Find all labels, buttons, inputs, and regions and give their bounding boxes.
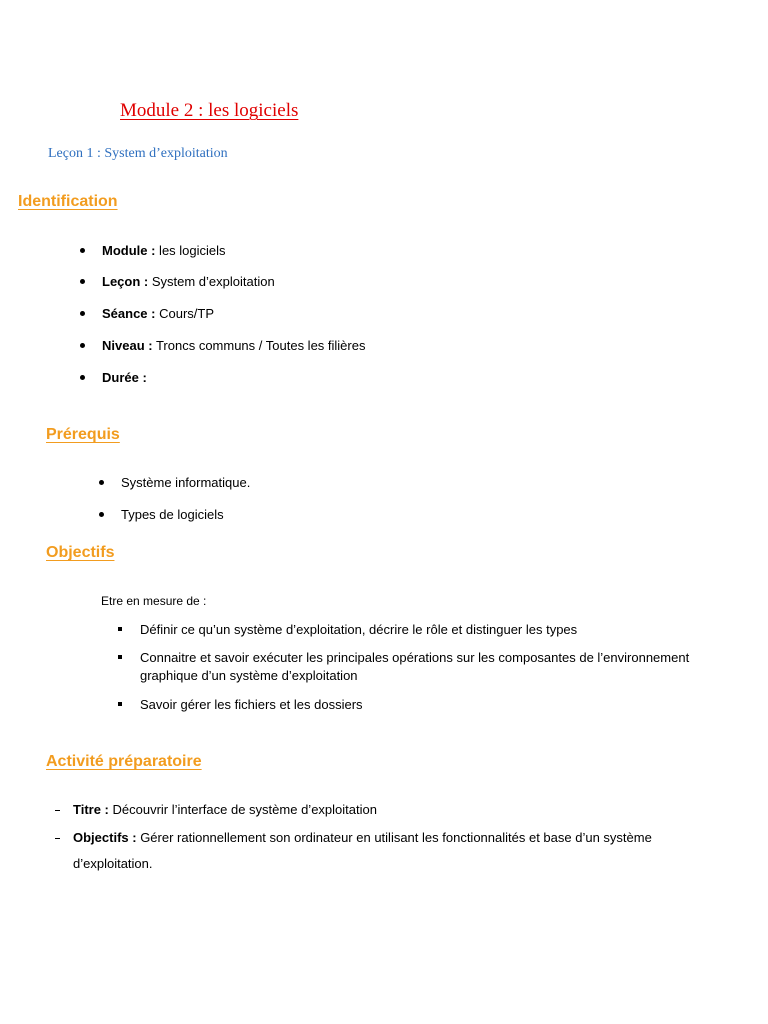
dash-bullet-icon (55, 810, 60, 811)
list-item (73, 802, 377, 818)
item-value: Cours/TP (155, 306, 214, 321)
activite-heading: Activité préparatoire (46, 753, 202, 770)
item-value: System d’exploitation (148, 274, 275, 289)
prerequis-heading: Prérequis (46, 426, 120, 443)
list-item: Types de logiciels (121, 507, 224, 522)
item-value: Découvrir l’interface de système d’exploitation (108, 802, 377, 817)
item-label: Objectifs : (73, 830, 137, 845)
square-bullet-icon (118, 702, 122, 706)
list-item: Savoir gérer les fichiers et les dossiers (140, 697, 363, 712)
objectifs-intro: Etre en mesure de : (101, 594, 207, 608)
list-item (102, 243, 226, 259)
square-bullet-icon (118, 655, 122, 659)
dash-bullet-icon (55, 838, 60, 839)
bullet-icon (80, 343, 85, 348)
bullet-icon (80, 248, 85, 253)
objectifs-heading: Objectifs (46, 544, 115, 561)
item-value: Troncs communs / Toutes les filières (152, 338, 366, 353)
item-label: Leçon : (102, 274, 149, 289)
list-item (102, 306, 214, 322)
bullet-icon (99, 480, 104, 485)
list-item: Système informatique. (121, 475, 251, 490)
list-item (73, 830, 652, 846)
identification-heading: Identification (18, 193, 118, 210)
bullet-icon (80, 279, 85, 284)
list-item (102, 370, 147, 386)
item-value: Gérer rationnellement son ordinateur en utilisant les fonctionnalités et base d’un système (136, 830, 652, 845)
square-bullet-icon (118, 627, 122, 631)
item-value: les logiciels (155, 243, 226, 258)
bullet-icon (99, 512, 104, 517)
bullet-icon (80, 375, 85, 380)
list-item-continuation: d’exploitation. (73, 856, 153, 871)
item-label: Séance : (102, 306, 156, 321)
bullet-icon (80, 311, 85, 316)
list-item (102, 338, 365, 354)
item-label: Module : (102, 243, 156, 258)
lecon-title: Leçon 1 : System d’exploitation (48, 146, 228, 161)
item-label: Titre : (73, 802, 109, 817)
list-item: Définir ce qu’un système d’exploitation, décrire le rôle et distinguer les types (140, 622, 578, 637)
list-item: Connaitre et savoir exécuter les principales opérations sur les composantes de l’environnement (140, 650, 690, 665)
item-label: Durée : (102, 370, 147, 385)
item-label: Niveau : (102, 338, 153, 353)
list-item (102, 274, 275, 290)
list-item-continuation: graphique d’un système d’exploitation (140, 668, 358, 683)
module-title: Module 2 : les logiciels (120, 100, 299, 121)
